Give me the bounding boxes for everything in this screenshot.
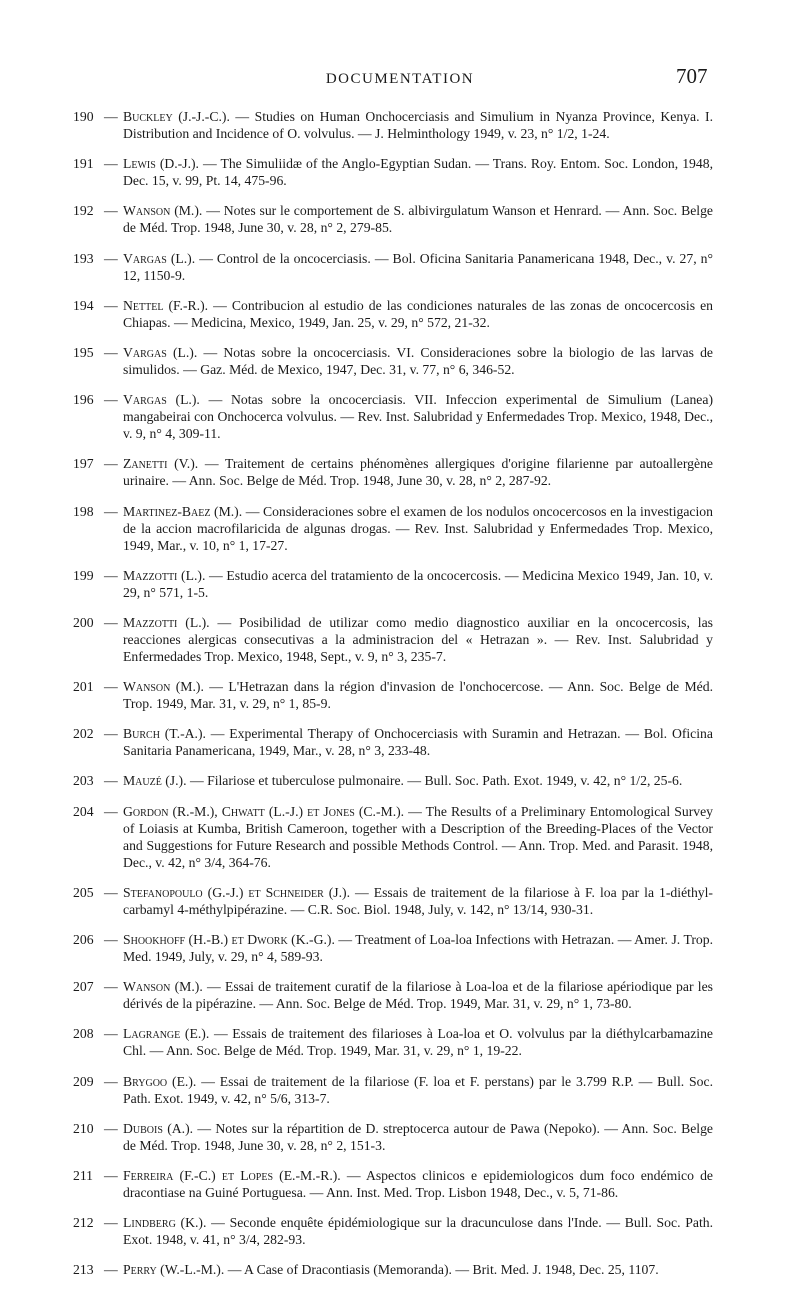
entry-number: 194 <box>73 297 94 313</box>
entry-author: Vargas (L.). <box>123 392 200 408</box>
entry-author: Wanson (M.). <box>123 979 203 995</box>
entry-number: 196 <box>73 392 94 408</box>
entry-number: 203 <box>73 773 94 789</box>
bibliography-entry <box>73 725 713 759</box>
entry-citation: — Essai de traitement curatif de la filariose à Loa-loa et de la filariose apériodique par les dérivés de la pipérazine. — Ann. Soc. Belge de Méd. Trop. 1949, Mar. 31, v. 29, n° 1, 73-80. <box>123 979 713 1012</box>
page-number: 707 <box>676 64 708 88</box>
entry-number: 212 <box>73 1215 94 1231</box>
entry-citation: — Notes sur le comportement de S. albivirgulatum Wanson et Henrard. — Ann. Soc. Belge de Méd. Trop. 1948, June 30, v. 28, n° 2, 279-85. <box>123 203 714 236</box>
bibliography-entry <box>73 391 713 442</box>
entry-author: Dubois (A.). <box>123 1120 194 1136</box>
entry-dash: — <box>104 1120 118 1136</box>
bibliography-entry <box>73 250 713 284</box>
entry-author: Vargas (L.). <box>123 344 198 360</box>
bibliography-entry <box>73 884 713 918</box>
entry-dash: — <box>104 884 118 900</box>
entry-number: 191 <box>73 156 94 172</box>
bibliography-entry <box>73 455 713 489</box>
bibliography-entry <box>73 108 713 142</box>
bibliography-entry <box>73 202 713 236</box>
entry-author: Gordon (R.-M.), Chwatt (L.-J.) et Jones (C.-M.). <box>123 803 405 819</box>
entry-dash: — <box>104 203 118 219</box>
entry-citation: — A Case of Dracontiasis (Memoranda). — Brit. Med. J. 1948, Dec. 25, 1107. <box>227 1262 659 1278</box>
entry-author: Shookhoff (H.-B.) et Dwork (K.-G.). <box>123 932 335 947</box>
entry-author: Brygoo (E.). <box>123 1073 197 1089</box>
entry-author: Mazzotti (L.). <box>123 614 210 630</box>
entry-dash: — <box>104 1167 118 1183</box>
entry-author: Lindberg (K.). <box>123 1215 207 1231</box>
entry-citation: — Contribucion al estudio de las condiciones naturales de las zonas de oncocercosis en Chiapas. — Medicina, Mexico, 1949, Jan. 25, v. 29, n° 572, 21-32. <box>123 297 713 330</box>
entry-dash: — <box>104 979 118 995</box>
entry-author: Vargas (L.). <box>123 250 196 266</box>
bibliography-entry <box>73 772 713 789</box>
entry-number: 205 <box>73 884 94 900</box>
entry-author: Perry (W.-L.-M.). <box>123 1262 225 1278</box>
bibliography-entry <box>73 1261 713 1278</box>
entry-number: 192 <box>73 203 94 219</box>
entry-number: 199 <box>73 567 94 583</box>
bibliography-entry <box>73 155 713 189</box>
entry-author: Zanetti (V.). <box>123 456 199 472</box>
entry-citation: — L'Hetrazan dans la région d'invasion de l'onchocercose. — Ann. Soc. Belge de Méd. Trop. 1949, Mar. 31, v. 29, n° 1, 85-9. <box>123 679 714 712</box>
entry-dash: — <box>104 392 118 408</box>
entry-citation: — Essais de traitement des filarioses à Loa-loa et O. volvulus par la diéthylcarbamazine Chl. — Ann. Soc. Belge de Méd. Trop. 1949, Mar. 31, v. 29, n° 1, 19-22. <box>123 1026 713 1059</box>
entry-dash: — <box>104 503 118 519</box>
bibliography-entry <box>73 614 713 665</box>
bibliography-entry <box>73 1120 713 1154</box>
entry-number: 206 <box>73 932 94 947</box>
entry-citation: — Notes sur la répartition de D. streptocerca autour de Pawa (Nepoko). — Ann. Soc. Belge de Méd. Trop. 1948, June 30, v. 28, n° 2, 151-3. <box>123 1120 714 1153</box>
entry-author: Lagrange (E.). <box>123 1026 210 1042</box>
entry-citation: — The Results of a Preliminary Entomological Survey of Loiasis at Kumba, British Cameroon, together with a Description of the Breeding-Places of the Vector and Suggestions for Future Research and possible Methods Control. — Ann. Trop. Med. and Parasit. 1948, Dec., v. 42, n° 3/4, 364-76. <box>123 803 714 870</box>
entry-author: Nettel (F.-R.). <box>123 297 209 313</box>
entry-number: 193 <box>73 250 94 266</box>
bibliography-entry <box>73 344 713 378</box>
entry-dash: — <box>104 567 118 583</box>
entry-number: 198 <box>73 503 94 519</box>
entry-author: Mazzotti (L.). <box>123 567 206 583</box>
bibliography-entry <box>73 803 713 871</box>
entry-dash: — <box>104 726 118 742</box>
entry-number: 201 <box>73 679 94 695</box>
entry-number: 200 <box>73 614 94 630</box>
bibliography-entry <box>73 1167 713 1201</box>
bibliography-entry <box>73 297 713 331</box>
entry-number: 207 <box>73 979 94 995</box>
entry-citation: — Essais de traitement de la filariose à F. loa par la 1-diéthyl-carbamyl 4-méthylpipérazine. — C.R. Soc. Biol. 1948, July, v. 142, n° 13/14, 930-31. <box>123 884 713 917</box>
entry-dash: — <box>104 1215 118 1231</box>
entry-number: 209 <box>73 1073 94 1089</box>
entry-citation: — Consideraciones sobre el examen de los nodulos oncocercosos en la investigacion de la accion macrofilaricida de algunas drogas. — Rev. Inst. Salubridad y Enfermedades Trop. Mexico, 1949, Mar., v. 10, n° 1, 17-27. <box>123 503 713 553</box>
entry-dash: — <box>104 344 118 360</box>
entry-dash: — <box>104 1262 118 1278</box>
entry-dash: — <box>104 109 118 124</box>
entry-author: Martinez-Baez (M.). <box>123 503 243 519</box>
bibliography-entry <box>73 567 713 601</box>
entry-number: 204 <box>73 803 94 819</box>
entry-number: 213 <box>73 1262 94 1278</box>
entry-author: Lewis (D.-J.). <box>123 156 199 172</box>
entry-number: 197 <box>73 456 94 472</box>
bibliography-list <box>73 108 713 1292</box>
entry-author: Wanson (M.). <box>123 203 203 219</box>
entry-author: Ferreira (F.-C.) et Lopes (E.-M.-R.). <box>123 1167 341 1183</box>
bibliography-entry <box>73 1073 713 1107</box>
entry-citation: — Estudio acerca del tratamiento de la oncocercosis. — Medicina Mexico 1949, Jan. 10, v. 29, n° 571, 1-5. <box>123 567 713 600</box>
entry-number: 195 <box>73 344 94 360</box>
entry-number: 190 <box>73 109 94 124</box>
bibliography-entry <box>73 503 713 554</box>
entry-citation: — Traitement de certains phénomènes allergiques d'origine filarienne par autoallergène urinaire. — Ann. Soc. Belge de Méd. Trop. 1948, June 30, v. 28, n° 2, 287-92. <box>123 456 713 489</box>
entry-dash: — <box>104 679 118 695</box>
entry-dash: — <box>104 614 118 630</box>
entry-dash: — <box>104 156 118 172</box>
entry-dash: — <box>104 250 118 266</box>
entry-author: Wanson (M.). <box>123 679 204 695</box>
bibliography-entry <box>73 978 713 1012</box>
bibliography-entry <box>73 1025 713 1059</box>
bibliography-entry <box>73 1214 713 1248</box>
entry-number: 202 <box>73 726 94 742</box>
entry-citation: — Filariose et tuberculose pulmonaire. — Bull. Soc. Path. Exot. 1949, v. 42, n° 1/2, 25-6. <box>189 773 683 789</box>
running-title: DOCUMENTATION <box>325 71 475 87</box>
entry-author: Buckley (J.-J.-C.). <box>123 109 230 124</box>
entry-citation: — Posibilidad de utilizar como medio diagnostico auxiliar en la oncocercosis, las reacciones alergicas consecutivas a la administracion del « Hetrazan ». — Rev. Inst. Salubridad y Enfermedades Trop. Mexico, 1948, Sept., v. 9, n° 3, 235-7. <box>123 614 714 664</box>
entry-dash: — <box>104 297 118 313</box>
bibliography-entry <box>73 931 713 965</box>
entry-author: Stefanopoulo (G.-J.) et Schneider (J.). <box>123 884 351 900</box>
entry-dash: — <box>104 456 118 472</box>
entry-citation: — The Simuliidæ of the Anglo-Egyptian Sudan. — Trans. Roy. Entom. Soc. London, 1948, Dec. 15, v. 99, Pt. 14, 475-96. <box>123 156 714 189</box>
entry-citation: — Aspectos clinicos e epidemiologicos dum foco endémico de dracontiase na Guiné Portuguesa. — Ann. Inst. Med. Trop. Lisbon 1948, Dec., v. 5, 71-86. <box>123 1167 714 1200</box>
bibliography-entry <box>73 678 713 712</box>
entry-dash: — <box>104 932 118 947</box>
entry-number: 210 <box>73 1120 94 1136</box>
entry-dash: — <box>104 1073 118 1089</box>
entry-citation: — Experimental Therapy of Onchocerciasis with Suramin and Hetrazan. — Bol. Oficina Sanitaria Panamericana, 1949, Mar., v. 28, n° 3, 233-48. <box>123 726 713 759</box>
entry-dash: — <box>104 803 118 819</box>
entry-author: Burch (T.-A.). <box>123 726 206 742</box>
entry-dash: — <box>104 773 118 789</box>
entry-number: 208 <box>73 1026 94 1042</box>
entry-author: Mauzé (J.). <box>123 773 187 789</box>
entry-citation: — Control de la oncocerciasis. — Bol. Oficina Sanitaria Panamericana 1948, Dec., v. 27, n° 12, 1150-9. <box>123 250 713 283</box>
entry-citation: — Notas sobre la oncocerciasis. VII. Infeccion experimental de Simulium (Lanea) mangabeirai con Onchocerca volvulus. — Rev. Inst. Salubridad y Enfermedades Trop. Mexico, 1948, Dec., v. 9, n° 4, 309-11. <box>123 392 714 442</box>
entry-citation: — Notas sobre la oncocerciasis. VI. Consideraciones sobre la biologio de las larvas de simulidos. — Gaz. Méd. de Mexico, 1947, Dec. 31, v. 77, n° 6, 346-52. <box>123 344 713 377</box>
entry-citation: — Essai de traitement de la filariose (F. loa et F. perstans) par le 3.799 R.P. — Bull. Soc. Path. Exot. 1949, v. 42, n° 5/6, 313-7. <box>123 1073 713 1106</box>
entry-citation: — Studies on Human Onchocerciasis and Simulium in Nyanza Province, Kenya. I. Distribution and Incidence of O. volvulus. — J. Helminthology 1949, v. 23, n° 1/2, 1-24. <box>123 109 714 141</box>
entry-dash: — <box>104 1026 118 1042</box>
entry-citation: — Seconde enquête épidémiologique sur la dracunculose dans l'Inde. — Bull. Soc. Path. Exot. 1948, v. 41, n° 3/4, 282-93. <box>123 1215 714 1248</box>
entry-number: 211 <box>73 1167 94 1183</box>
entry-citation: — Treatment of Loa-loa Infections with Hetrazan. — Amer. J. Trop. Med. 1949, July, v. 29, n° 4, 589-93. <box>123 932 713 964</box>
